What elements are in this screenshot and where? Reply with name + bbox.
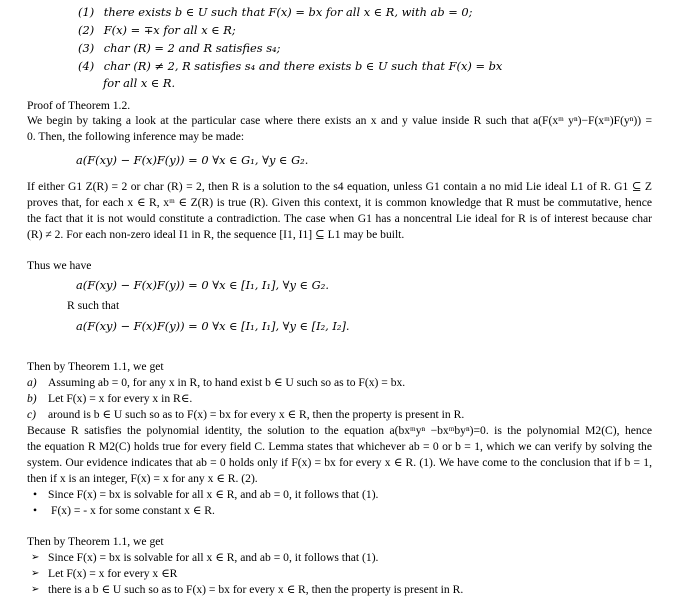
arrow-item-text: Let F(x) = x for every x ∈R: [48, 567, 178, 580]
lettered-item-a: [27, 375, 405, 391]
list-number: (2): [78, 23, 95, 37]
paragraph-line: If either G1 Z(R) = 2 or char (R) = 2, then R is a solution to the s4 equation, unless G1 contain a no mid Lie ideal L1 of R. G1 ⊆ Z: [27, 180, 652, 193]
r-such-that-text: R such that: [67, 299, 120, 312]
bullet-dot-icon: •: [33, 488, 38, 501]
proof-heading: Proof of Theorem 1.2.: [27, 99, 131, 112]
theorem-list-item-4: [78, 58, 502, 74]
arrow-bullet-icon: ➢: [31, 552, 40, 563]
equation-1: a(F(xy) − F(x)F(y)) = 0 ∀x ∈ G₁, ∀y ∈ G₂.: [76, 153, 309, 167]
thus-we-have-text: Thus we have: [27, 259, 92, 272]
bullet-item: [0, 503, 681, 519]
paragraph-line: We begin by taking a look at the particular case where there exists an x and y value inside R such that a(F(xᵐ yⁿ)−F(xᵐ)F(yⁿ)) =: [27, 114, 652, 127]
item-text: Assuming ab = 0, for any x in R, to hand exist b ∈ U such so as to F(x) = bx.: [48, 376, 406, 389]
bullet-text: F(x) = - x for some constant x ∈ R.: [51, 504, 215, 517]
item-letter: b): [27, 392, 37, 405]
paragraph-line: (R) ≠ 2. For each non-zero ideal I1 in R, the sequence [I1, I1] ⊆ L1 may be built.: [27, 228, 405, 241]
bullet-dot-icon: •: [33, 504, 38, 517]
paragraph-line: 0. Then, the following inference may be made:: [27, 130, 245, 143]
theorem-list-item-3: [78, 40, 280, 56]
lettered-item-c: [27, 407, 464, 423]
equation-2: a(F(xy) − F(x)F(y)) = 0 ∀x ∈ [I₁, I₁], ∀y ∈ G₂.: [76, 278, 329, 292]
paragraph-line: the equation R M2(C) holds true for every field C. Lemma states that whichever ab = 0 or b = 1, which we can verify by solving the: [27, 440, 652, 453]
arrow-item: [0, 550, 681, 566]
arrow-item: [0, 566, 681, 582]
equation-3: a(F(xy) − F(x)F(y)) = 0 ∀x ∈ [I₁, I₁], ∀y ∈ [I₂, I₂].: [76, 319, 350, 333]
list-text: char (R) ≠ 2, R satisfies s₄ and there exists b ∈ U such that F(x) = bx: [103, 59, 503, 73]
list-number: (3): [78, 41, 95, 55]
item-letter: a): [27, 376, 37, 389]
paragraph-line: the fact that it is not would constitute a contradiction. The case when G1 has a noncentral Lie ideal for R is of interest because char: [27, 212, 652, 225]
arrow-bullet-icon: ➢: [31, 584, 40, 595]
theorem-list-item-4-continued: [103, 75, 175, 91]
paragraph-line: then if x is an integer, F(x) = x for any x ∈ R. (2).: [27, 472, 258, 485]
paragraph-line: system. Our evidence indicates that ab = 0 holds only if F(x) = bx for every x ∈ R. (1). We have come to the conclusion that if b = 1,: [27, 456, 652, 469]
list-number: (4): [78, 59, 95, 73]
theorem-list-item-1: [78, 4, 473, 20]
list-text: char (R) = 2 and R satisfies s₄;: [103, 41, 281, 55]
item-text: Let F(x) = x for every x in R∈.: [48, 392, 193, 405]
arrow-item-text: Since F(x) = bx is solvable for all x ∈ R, and ab = 0, it follows that (1).: [48, 551, 379, 564]
bullet-text: Since F(x) = bx is solvable for all x ∈ R, and ab = 0, it follows that (1).: [48, 488, 379, 501]
arrow-bullet-icon: ➢: [31, 568, 40, 579]
list-text: for all x ∈ R.: [103, 76, 176, 90]
list-number: (1): [78, 5, 95, 19]
then-by-theorem-text-2: Then by Theorem 1.1, we get: [27, 535, 164, 548]
list-text: F(x) = ∓x for all x ∈ R;: [103, 23, 236, 37]
arrow-item: [0, 582, 681, 598]
item-text: around is b ∈ U such so as to F(x) = bx for every x ∈ R, then the property is present in R.: [48, 408, 465, 421]
lettered-item-b: [27, 391, 192, 407]
paragraph-line: proves that, for each x ∈ R, xᵐ ∈ Z(R) is true (R). Given this context, it is common knowledge that R must be commutative, hence: [27, 196, 652, 209]
then-by-theorem-text: Then by Theorem 1.1, we get: [27, 360, 164, 373]
theorem-list-item-2: [78, 22, 236, 38]
item-letter: c): [27, 408, 37, 421]
arrow-item-text: there is a b ∈ U such so as to F(x) = bx for every x ∈ R, then the property is present in R.: [48, 583, 464, 596]
paragraph-line: Because R satisfies the polynomial identity, the solution to the equation a(bxᵐyⁿ −bxᵐbyⁿ)=0. is the polynomial M2(C), hence: [27, 424, 652, 437]
list-text: there exists b ∈ U such that F(x) = bx for all x ∈ R, with ab = 0;: [103, 5, 473, 19]
bullet-item: [0, 487, 681, 503]
